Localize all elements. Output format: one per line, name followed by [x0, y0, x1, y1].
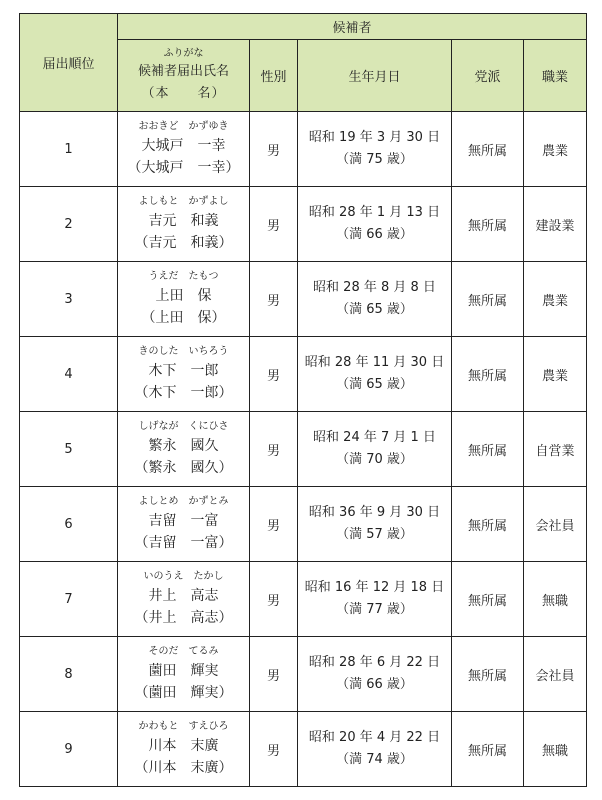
header-name-cell: [118, 40, 250, 112]
sex-cell: 男: [250, 187, 298, 262]
age: （満 66 歳）: [336, 227, 413, 242]
table-row: [20, 712, 587, 787]
age: （満 74 歳）: [336, 752, 413, 767]
furigana: いのうえ たかし: [143, 571, 224, 582]
header-party: 党派: [452, 40, 524, 112]
age: （満 77 歳）: [336, 602, 413, 617]
birth-date: 昭和 28 年 1 月 13 日: [308, 205, 441, 220]
party-cell: 無所属: [452, 712, 524, 787]
job-cell: 無職: [524, 712, 587, 787]
birth-cell: [298, 337, 452, 412]
header-job: 職業: [524, 40, 587, 112]
birth-date: 昭和 19 年 3 月 30 日: [308, 130, 441, 145]
table-row: [20, 112, 587, 187]
age: （満 66 歳）: [336, 677, 413, 692]
header-birth: 生年月日: [298, 40, 452, 112]
real-name: （上田 保）: [141, 310, 226, 326]
job-cell: 無職: [524, 562, 587, 637]
sex-cell: 男: [250, 637, 298, 712]
sex-cell: 男: [250, 562, 298, 637]
name-cell: [118, 112, 250, 187]
birth-cell: [298, 187, 452, 262]
table-row: [20, 412, 587, 487]
header-real-name: （本 名）: [141, 85, 226, 101]
table-row: [20, 337, 587, 412]
birth-date: 昭和 20 年 4 月 22 日: [308, 730, 441, 745]
sex-cell: 男: [250, 262, 298, 337]
birth-date: 昭和 28 年 8 月 8 日: [313, 280, 436, 295]
job-cell: 農業: [524, 112, 587, 187]
candidate-name: 井上 高志: [148, 588, 219, 604]
real-name: （吉元 和義）: [134, 235, 233, 251]
age: （満 75 歳）: [336, 152, 413, 167]
party-cell: 無所属: [452, 337, 524, 412]
furigana: そのだ てるみ: [148, 646, 219, 657]
real-name: （井上 高志）: [134, 610, 233, 626]
header-name: 候補者届出氏名: [137, 63, 229, 79]
age: （満 57 歳）: [336, 527, 413, 542]
name-cell: [118, 712, 250, 787]
party-cell: 無所属: [452, 112, 524, 187]
party-cell: 無所属: [452, 637, 524, 712]
birth-date: 昭和 28 年 11 月 30 日: [304, 355, 445, 370]
candidate-name: 吉留 一富: [148, 513, 219, 529]
candidate-name: 川本 末廣: [148, 738, 219, 754]
sex-cell: 男: [250, 412, 298, 487]
age: （満 65 歳）: [336, 377, 413, 392]
party-cell: 無所属: [452, 187, 524, 262]
birth-cell: [298, 637, 452, 712]
name-cell: [118, 262, 250, 337]
table-row: [20, 562, 587, 637]
name-cell: [118, 187, 250, 262]
furigana: しげなが くにひさ: [138, 421, 229, 432]
header-furigana: ふりがな: [163, 47, 204, 59]
candidate-name: 上田 保: [155, 288, 212, 304]
table-row: [20, 487, 587, 562]
order-cell: 7: [20, 562, 118, 637]
header-order: 届出順位: [20, 14, 118, 112]
age: （満 70 歳）: [336, 452, 413, 467]
job-cell: 建設業: [524, 187, 587, 262]
candidate-name: 大城戸 一幸: [141, 138, 226, 154]
birth-cell: [298, 487, 452, 562]
header-candidate-group: 候補者: [118, 14, 587, 40]
real-name: （川本 末廣）: [134, 760, 233, 776]
real-name: （吉留 一富）: [134, 535, 233, 551]
name-cell: [118, 562, 250, 637]
party-cell: 無所属: [452, 412, 524, 487]
furigana: きのした いちろう: [138, 346, 229, 357]
real-name: （大城戸 一幸）: [127, 160, 240, 176]
order-cell: 3: [20, 262, 118, 337]
name-cell: [118, 412, 250, 487]
candidate-name: 木下 一郎: [148, 363, 219, 379]
order-cell: 6: [20, 487, 118, 562]
order-cell: 4: [20, 337, 118, 412]
job-cell: 会社員: [524, 637, 587, 712]
sex-cell: 男: [250, 487, 298, 562]
birth-date: 昭和 36 年 9 月 30 日: [308, 505, 441, 520]
header-sex: 性別: [250, 40, 298, 112]
birth-cell: [298, 112, 452, 187]
candidate-name: 繁永 國久: [148, 438, 219, 454]
furigana: かわもと すえひろ: [138, 721, 229, 732]
furigana: よしもと かずよし: [138, 196, 229, 207]
job-cell: 農業: [524, 337, 587, 412]
real-name: （木下 一郎）: [134, 385, 233, 401]
birth-cell: [298, 562, 452, 637]
birth-cell: [298, 412, 452, 487]
candidate-name: 吉元 和義: [148, 213, 219, 229]
real-name: （繁永 國久）: [134, 460, 233, 476]
name-cell: [118, 637, 250, 712]
table-row: [20, 187, 587, 262]
party-cell: 無所属: [452, 562, 524, 637]
party-cell: 無所属: [452, 487, 524, 562]
order-cell: 9: [20, 712, 118, 787]
furigana: よしとめ かずとみ: [138, 496, 229, 507]
candidate-table: [19, 13, 587, 787]
order-cell: 2: [20, 187, 118, 262]
birth-cell: [298, 262, 452, 337]
job-cell: 自営業: [524, 412, 587, 487]
table-row: [20, 262, 587, 337]
birth-date: 昭和 24 年 7 月 1 日: [313, 430, 436, 445]
party-cell: 無所属: [452, 262, 524, 337]
birth-date: 昭和 28 年 6 月 22 日: [308, 655, 441, 670]
furigana: おおきど かずゆき: [138, 121, 229, 132]
table-row: [20, 637, 587, 712]
name-cell: [118, 337, 250, 412]
birth-date: 昭和 16 年 12 月 18 日: [304, 580, 445, 595]
sex-cell: 男: [250, 337, 298, 412]
order-cell: 5: [20, 412, 118, 487]
sex-cell: 男: [250, 712, 298, 787]
candidate-name: 薗田 輝実: [148, 663, 219, 679]
job-cell: 農業: [524, 262, 587, 337]
order-cell: 1: [20, 112, 118, 187]
sex-cell: 男: [250, 112, 298, 187]
real-name: （薗田 輝実）: [134, 685, 233, 701]
age: （満 65 歳）: [336, 302, 413, 317]
job-cell: 会社員: [524, 487, 587, 562]
name-cell: [118, 487, 250, 562]
order-cell: 8: [20, 637, 118, 712]
furigana: うえだ たもつ: [148, 271, 219, 282]
birth-cell: [298, 712, 452, 787]
